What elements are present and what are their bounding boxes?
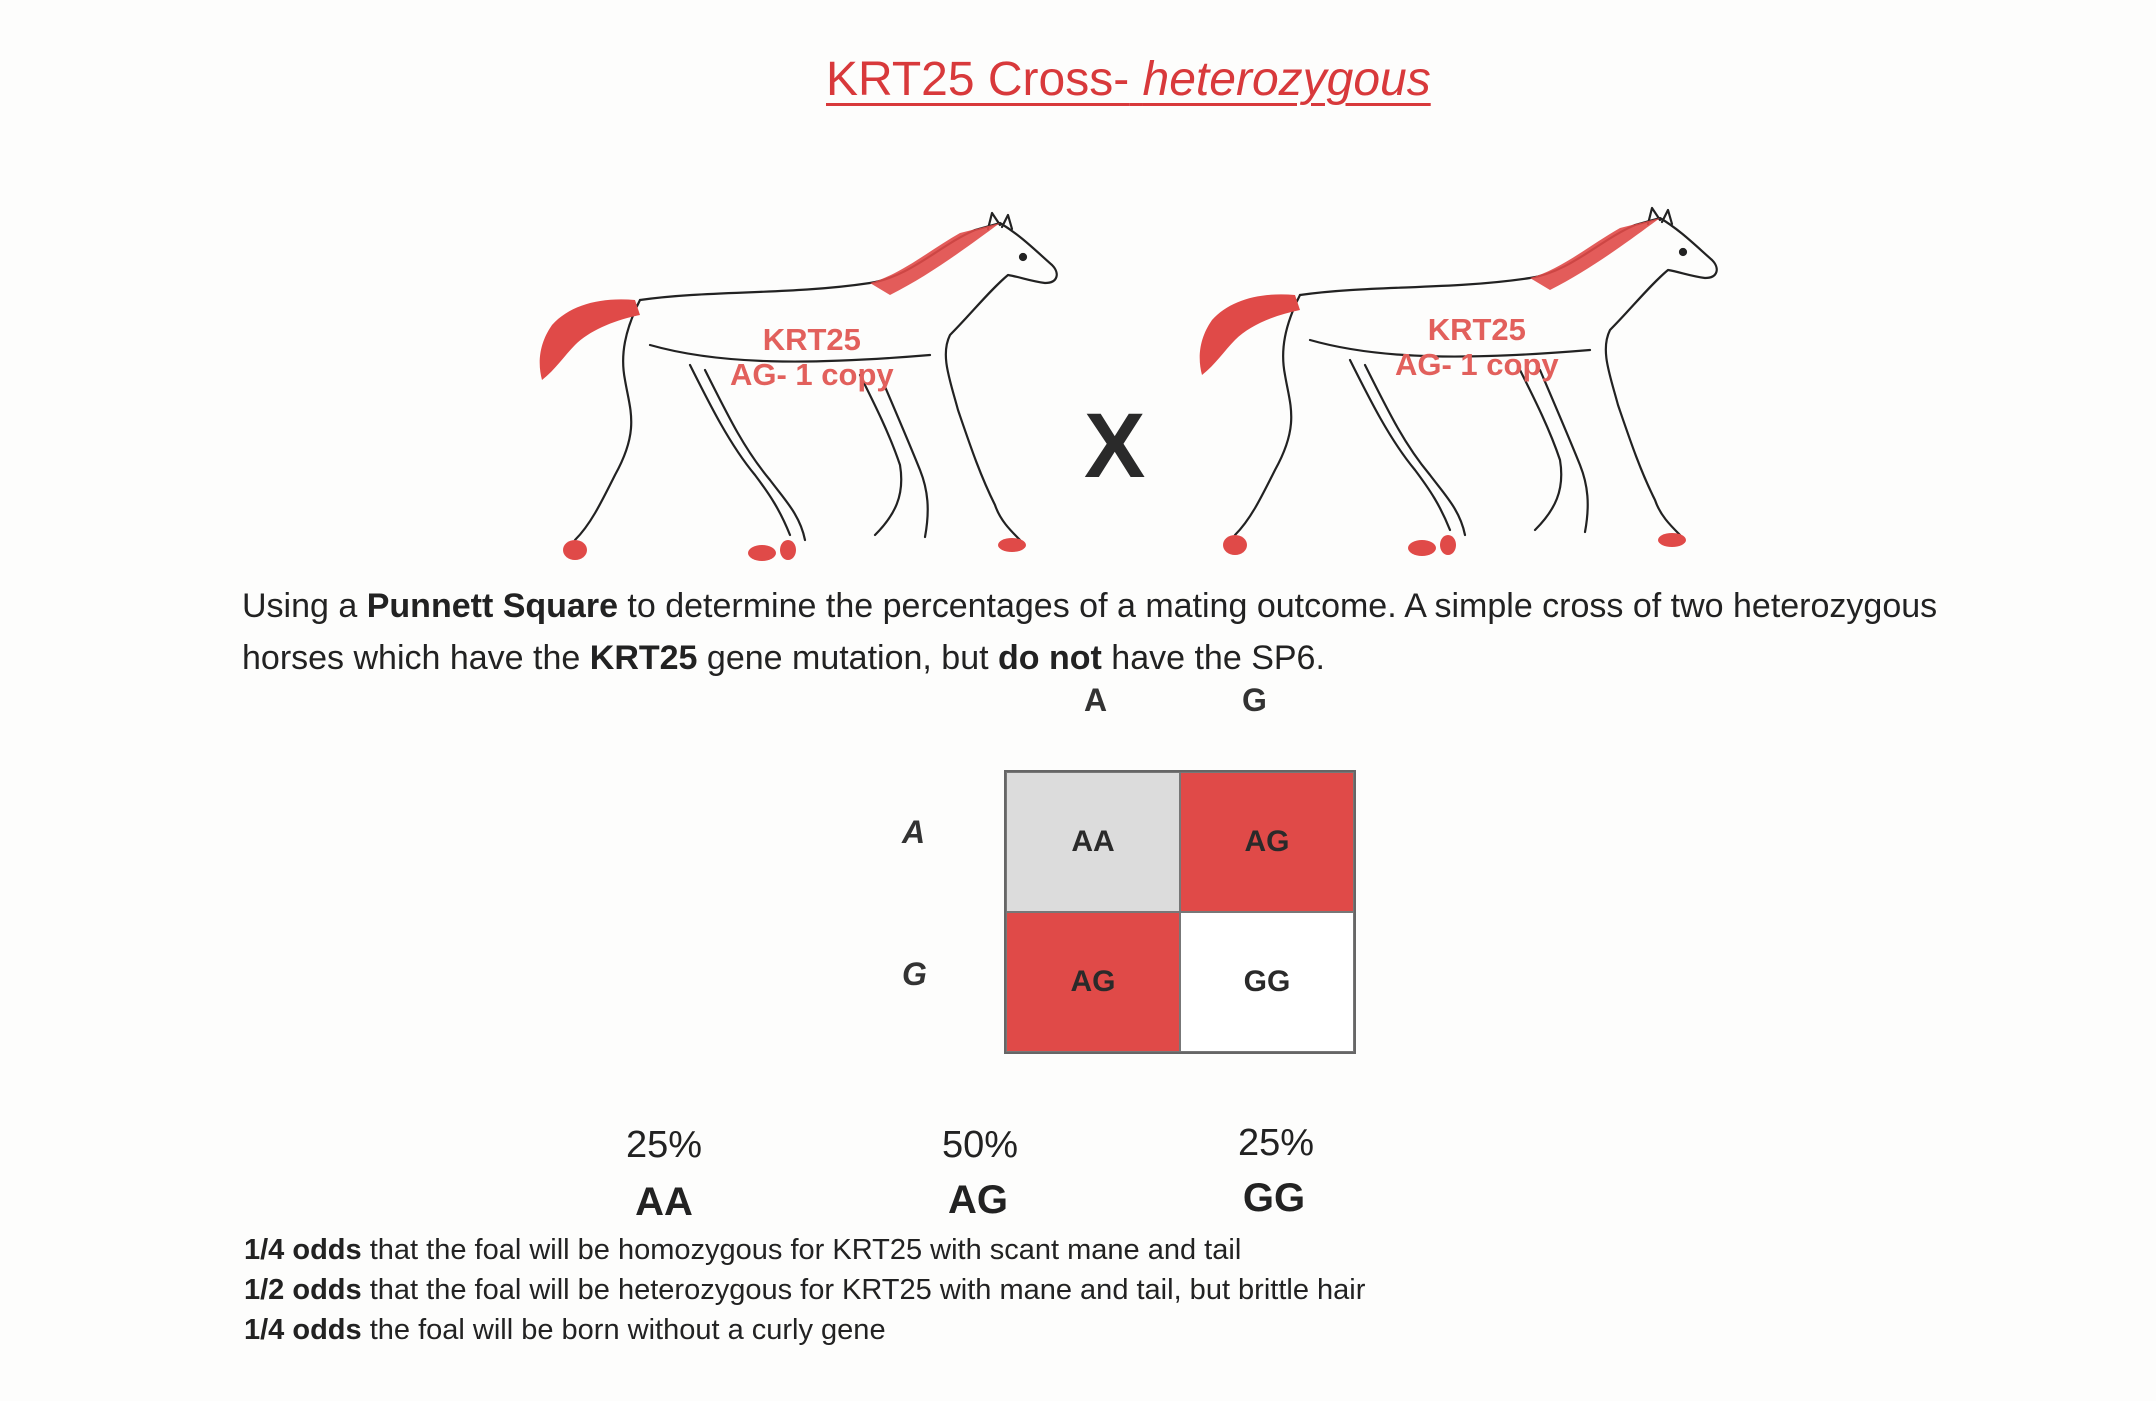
result-geno-aa: AA — [635, 1180, 693, 1224]
result-pct-ag: 50% — [941, 1124, 1019, 1166]
horse-label-right: KRT25 AG- 1 copy — [1395, 312, 1559, 382]
punnett-cell-aa: AA — [1006, 772, 1180, 912]
result-geno-gg: GG — [1242, 1176, 1306, 1220]
odds-line-2: 1/2 odds that the foal will be heterozygous for KRT25 with mane and tail, but brittle hair — [244, 1274, 1366, 1306]
intro-paragraph: Using a Punnett Square to determine the percentages of a mating outcome. A simple cross of two heterozygous horses which have the KRT25 gene mutation, but do not have the SP6. — [242, 587, 1938, 677]
punnett-cell-ag-bottom: AG — [1006, 912, 1180, 1052]
punnett-cell-gg: GG — [1180, 912, 1354, 1052]
cross-symbol: X — [1084, 395, 1146, 497]
punnett-top-label-2: G — [1242, 682, 1267, 718]
punnett-square — [1004, 770, 1356, 1054]
odds-line-1: 1/4 odds that the foal will be homozygous for KRT25 with scant mane and tail — [244, 1234, 1242, 1266]
punnett-left-label-2: G — [902, 956, 927, 992]
result-pct-aa: 25% — [625, 1124, 703, 1166]
horse-label-left: KRT25 AG- 1 copy — [730, 322, 894, 392]
punnett-left-label-1: A — [902, 814, 926, 850]
horse-illustration-right — [1190, 200, 1750, 570]
punnett-cell-ag-top: AG — [1180, 772, 1354, 912]
result-pct-gg: 25% — [1237, 1122, 1315, 1164]
punnett-top-label-1: A — [1084, 682, 1108, 718]
page-title: KRT25 Cross- heterozygous — [826, 53, 1431, 106]
result-geno-ag: AG — [948, 1178, 1008, 1222]
odds-line-3: 1/4 odds the foal will be born without a curly gene — [244, 1314, 886, 1346]
